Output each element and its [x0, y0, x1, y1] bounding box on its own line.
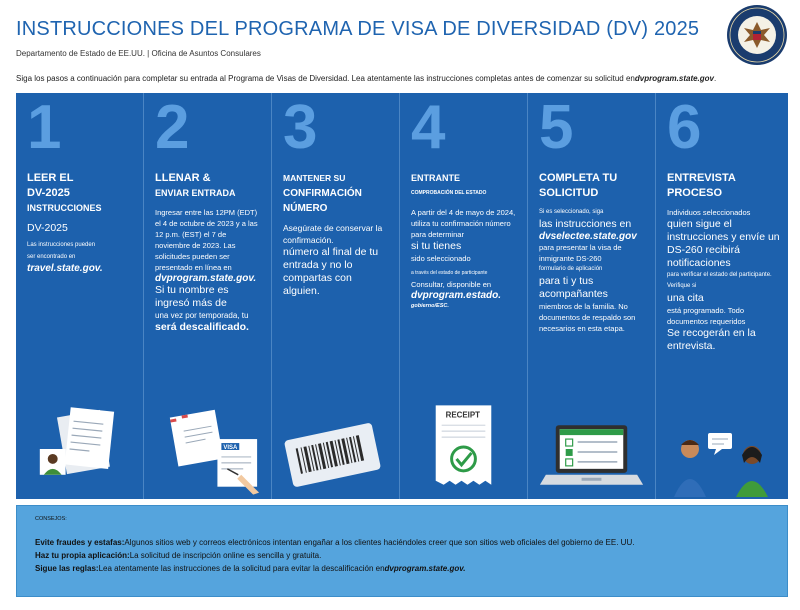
step-number: 3 — [283, 93, 318, 162]
receipt-check-icon — [400, 399, 527, 499]
step-link[interactable]: dvprogram.estado. — [411, 290, 502, 301]
step-number: 5 — [539, 93, 574, 162]
tip-fraud: Evite fraudes y estafas:Algunos sitios web y correos electrónicos intentan engañar a los clientes haciéndoles creer que son sitios web oficiales del gobierno de EE. UU. — [35, 538, 635, 547]
visa-form-envelope-icon — [144, 399, 271, 499]
step-5 — [528, 93, 656, 499]
step-body: Asegúrate de conservar la confirmación. número al final de tu entrada y no lo compartas con alguien. — [283, 223, 383, 297]
step-heading: ENTRANTE COMPROBACIÓN DEL ESTADO — [411, 173, 487, 196]
step-link[interactable]: dvselectee.state.gov — [539, 231, 637, 242]
step-heading: LEER EL DV-2025 INSTRUCCIONES — [27, 172, 102, 213]
step-3 — [272, 93, 400, 499]
intro-text: Siga los pasos a continuación para completar su entrada al Programa de Visas de Diversidad. Lea atentamente las instrucciones completas antes de comenzar su solicitud endvprogram.state.gov. — [16, 74, 717, 83]
page-title: INSTRUCCIONES DEL PROGRAMA DE VISA DE DIVERSIDAD (DV) 2025 — [16, 18, 700, 40]
interview-people-icon — [656, 399, 788, 499]
step-2 — [144, 93, 272, 499]
step-body: DV-2025 Las instrucciones pueden ser encontrado en travel.state.gov. — [27, 222, 135, 275]
header — [16, 18, 716, 58]
step-heading: ENTREVISTA PROCESO — [667, 172, 736, 199]
tips-label: CONSEJOS: — [35, 516, 67, 522]
step-heading: LLENAR & ENVIAR ENTRADA — [155, 172, 236, 198]
tips-link[interactable]: dvprogram.state.gov. — [384, 564, 466, 573]
step-body: Ingresar entre las 12PM (EDT) el 4 de octubre de 2023 y a las 12 p.m. (EST) el 7 de noviembre de 2023. Las solicitudes pueden ser presentado en línea en dvprogram.state.gov. Si tu nombre es ingresó más de una vez por temporada, tu será descalificado. — [155, 207, 263, 334]
step-link[interactable]: travel.state.gov. — [27, 263, 103, 274]
step-number: 2 — [155, 93, 190, 162]
intro-link[interactable]: dvprogram.state.gov — [634, 74, 715, 83]
step-number: 1 — [27, 93, 62, 162]
department-seal-icon — [726, 4, 788, 66]
step-heading: COMPLETA TU SOLICITUD — [539, 172, 618, 199]
laptop-form-icon — [528, 399, 655, 499]
step-4 — [400, 93, 528, 499]
barcode-card-icon — [272, 399, 399, 499]
visa-label: VISA — [223, 445, 238, 451]
step-body: A partir del 4 de mayo de 2024, utiliza tu confirmación número para determinar si tu tienes sido seleccionado a través del estado de participante Consultar, disponible en dvprogram.estado. gobierno/ESC. — [411, 207, 519, 312]
step-1 — [16, 93, 144, 499]
steps-panel — [16, 93, 788, 499]
tip-self: Haz tu propia aplicación:La solicitud de inscripción online es sencilla y gratuita. — [35, 551, 322, 560]
step-number: 6 — [667, 93, 702, 162]
step-body: Individuos seleccionados quien sigue el instrucciones y envíe un DS-260 recibirá notificaciones para verificar el estado del participante. Verifique si una cita está programado. Todo documentos requeridos Se recogerán en la entrevista. — [667, 208, 780, 352]
step-link[interactable]: dvprogram.state.gov. — [155, 273, 257, 284]
tips-box — [16, 505, 788, 597]
step-6 — [656, 93, 788, 499]
step-number: 4 — [411, 93, 446, 162]
page-subtitle: Departamento de Estado de EE.UU. | Oficina de Asuntos Consulares — [16, 49, 261, 58]
receipt-label: RECEIPT — [445, 410, 480, 420]
step-heading: MANTENER SU CONFIRMACIÓN NÚMERO — [283, 173, 362, 214]
documents-person-icon — [16, 399, 143, 499]
step-body: Si es seleccionado, siga las instrucciones en dvselectee.state.gov para presentar la visa de inmigrante DS-260 formulario de aplicación para ti y tus acompañantes miembros de la familia. No documentos de respaldo son necesarios en esta etapa. — [539, 207, 647, 334]
tip-rules: Sigue las reglas:Lea atentamente las instrucciones de la solicitud para evitar la descalificación endvprogram.state.gov. — [35, 564, 466, 573]
